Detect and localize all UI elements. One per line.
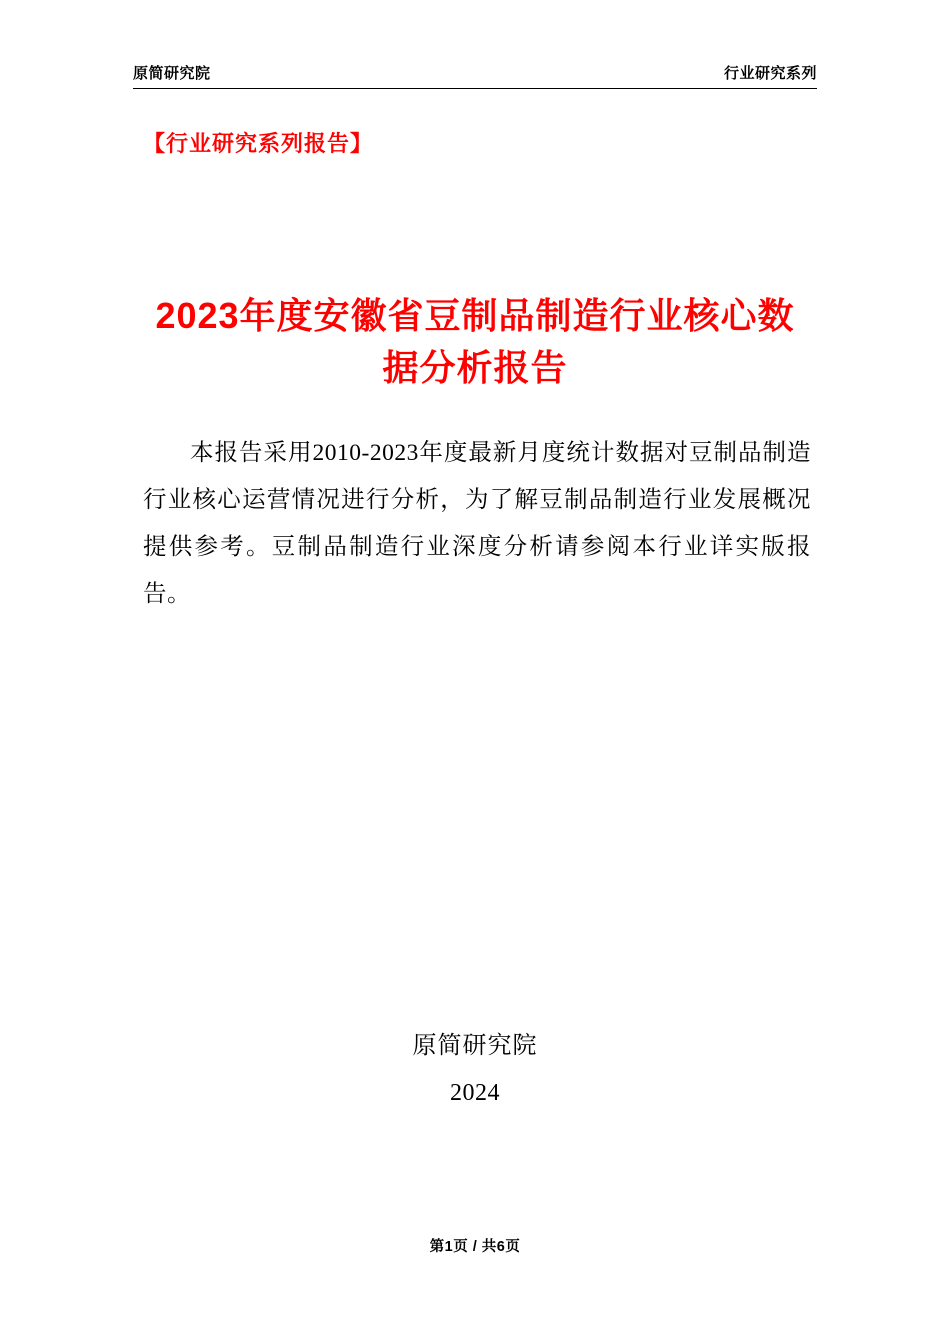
publication-year: 2024	[450, 1080, 500, 1106]
header-left-text: 原简研究院	[133, 65, 211, 82]
organization-name: 原简研究院	[412, 1033, 538, 1059]
series-label: 【行业研究系列报告】	[143, 131, 374, 156]
page-number: 第1页 / 共6页	[429, 1239, 521, 1255]
page-header	[133, 62, 817, 89]
page-content	[133, 0, 817, 1344]
header-right-text: 行业研究系列	[723, 65, 817, 82]
page-title: 2023年度安徽省豆制品制造行业核心数据分析报告	[155, 295, 795, 389]
abstract-paragraph: 本报告采用2010-2023年度最新月度统计数据对豆制品制造行业核心运营情况进行分析，为了解豆制品制造行业发展概况提供参考。豆制品制造行业深度分析请参阅本行业详实版报告。	[143, 440, 811, 607]
